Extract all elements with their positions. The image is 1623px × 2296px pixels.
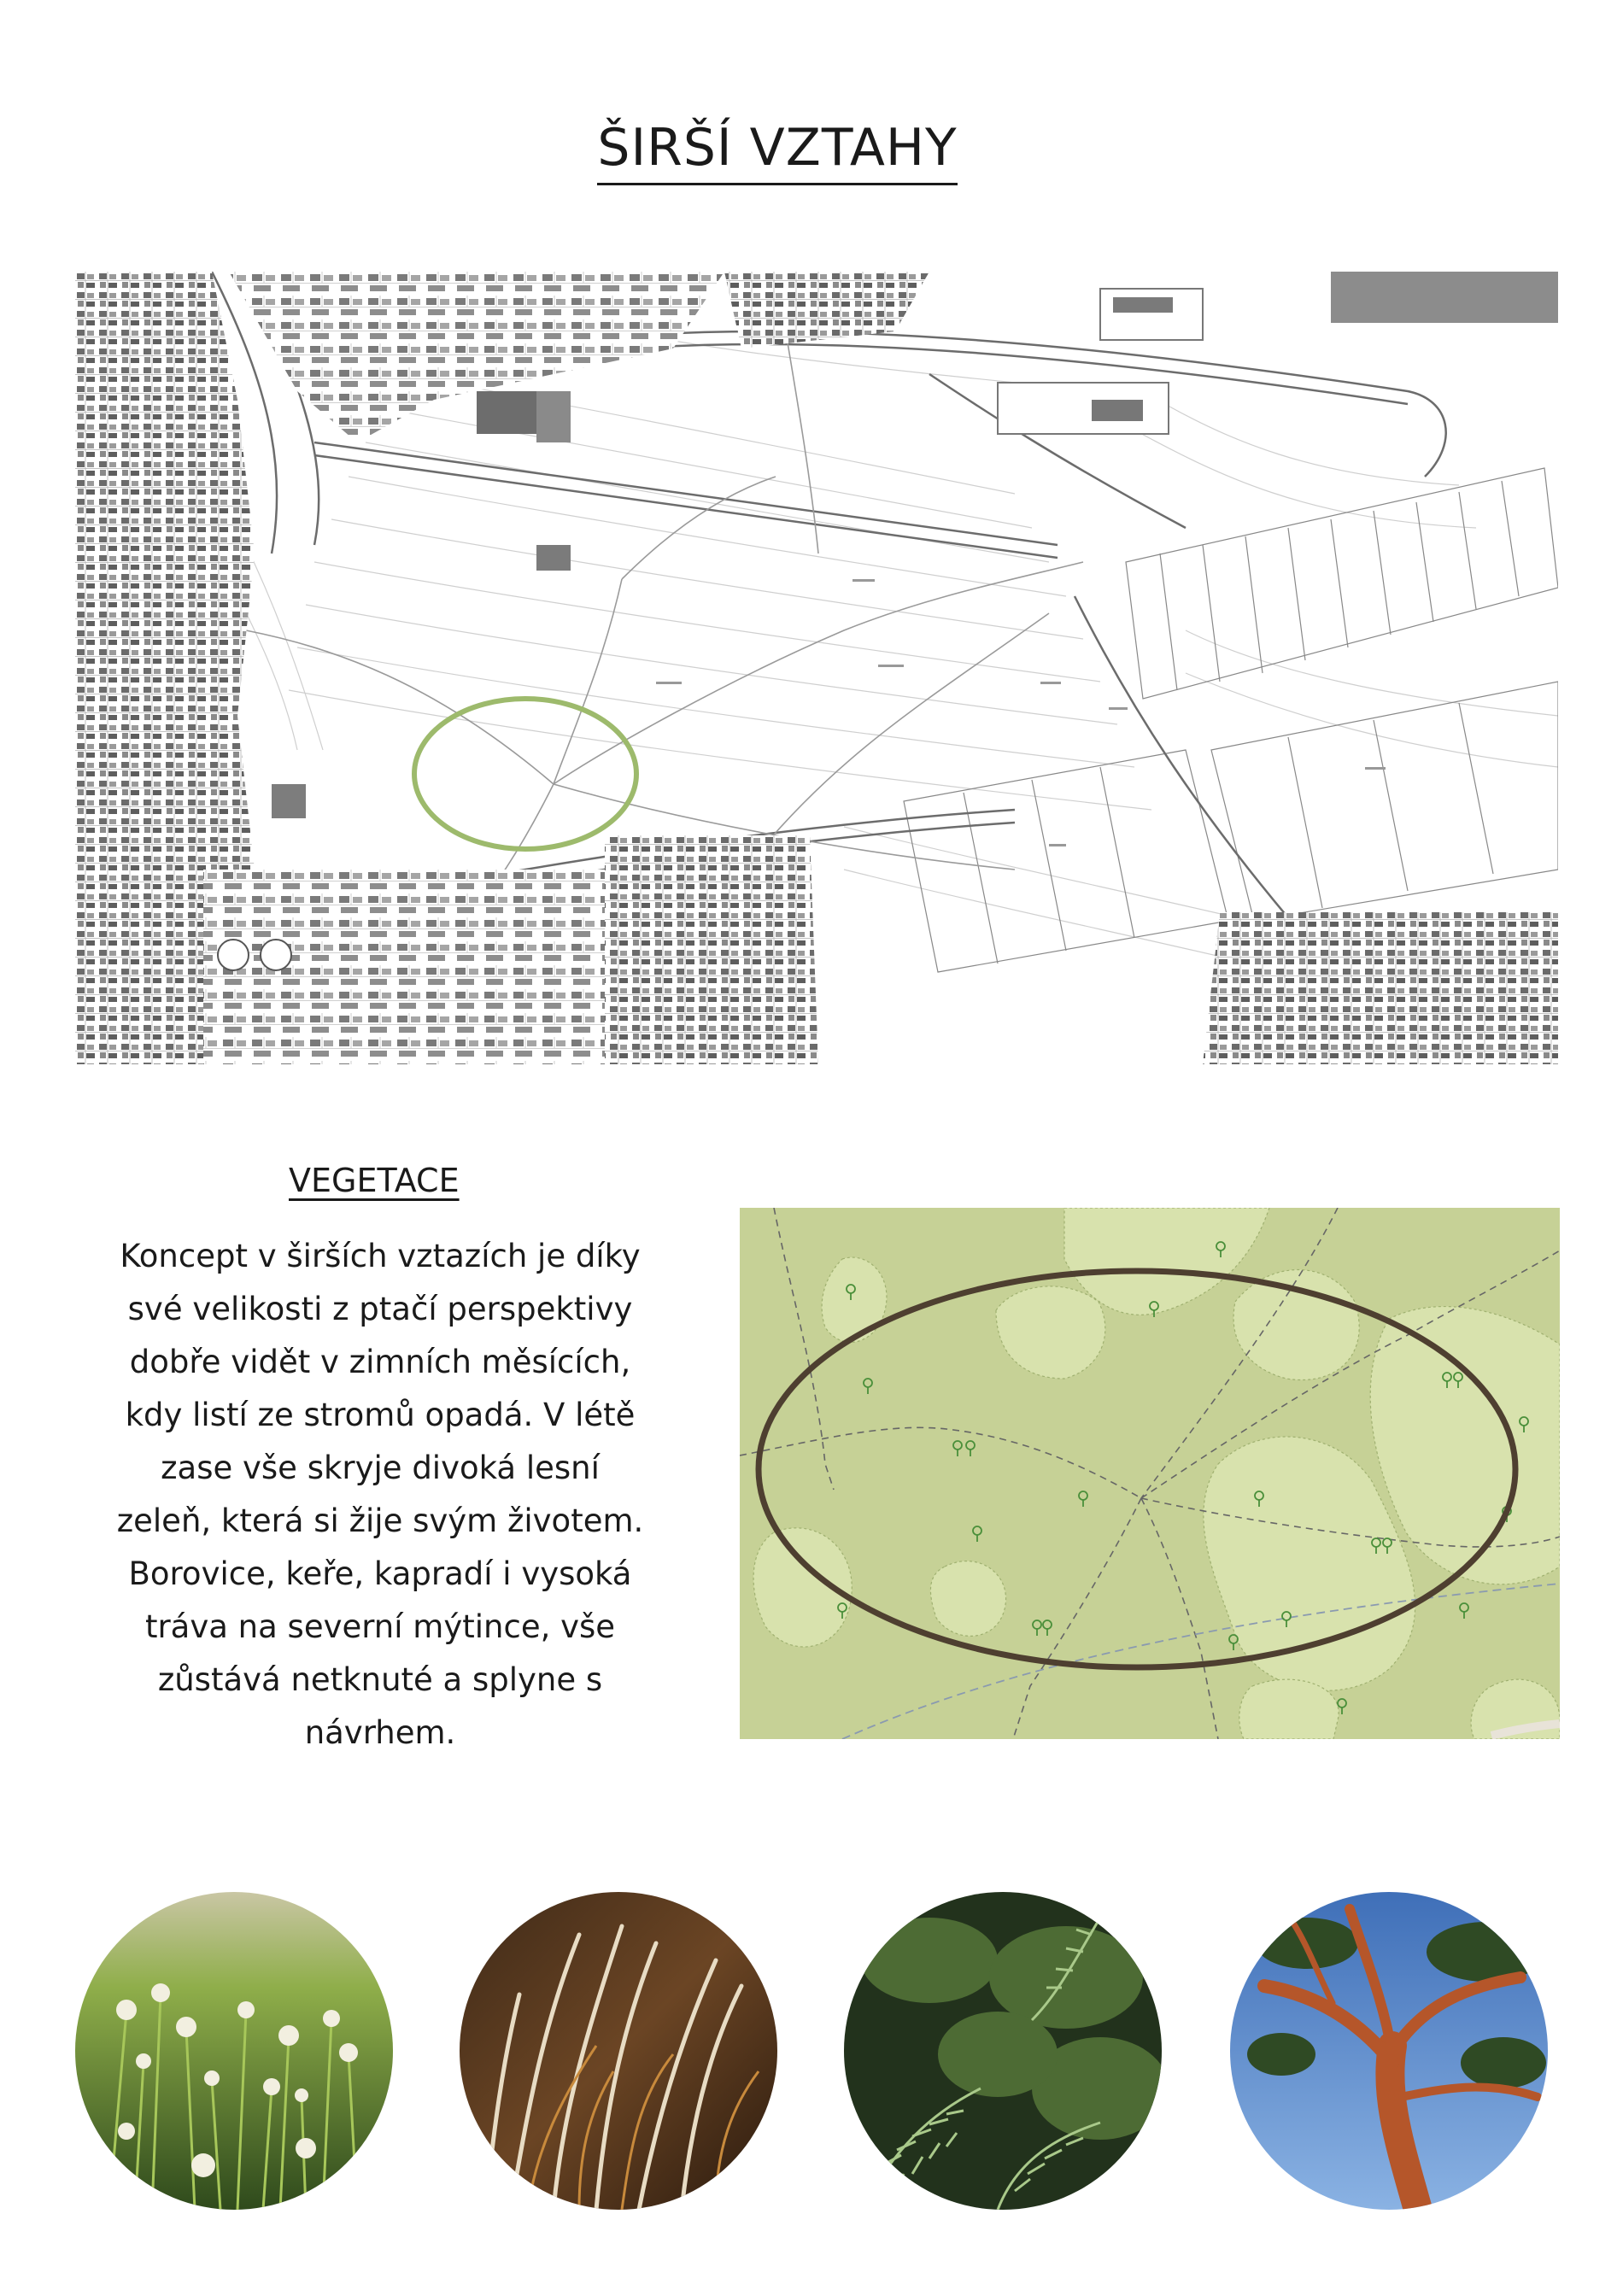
text-line: Borovice, keře, kapradí i vysoká [128, 1555, 632, 1592]
vegetation-description [85, 1230, 675, 1760]
photo-ferns [844, 1892, 1162, 2210]
vegetation-map [740, 1208, 1560, 1739]
context-map [75, 272, 1558, 1064]
text-line: zase vše skryje divoká lesní [161, 1450, 600, 1486]
section-heading: VEGETACE [289, 1162, 460, 1199]
text-line: návrhem. [304, 1714, 456, 1751]
text-line: zůstává netknuté a splyne s [157, 1661, 603, 1698]
text-line: své velikosti z ptačí perspektivy [127, 1291, 633, 1327]
photo-ornamental-grass [460, 1892, 777, 2210]
text-line: dobře vidět v zimních měsících, [129, 1344, 631, 1380]
text-line: Koncept v širších vztazích je díky [120, 1238, 641, 1274]
photo-pine-tree [1230, 1892, 1548, 2210]
page-title: ŠIRŠÍ VZTAHY [0, 118, 1555, 178]
text-line: kdy listí ze stromů opadá. V létě [125, 1397, 636, 1433]
text-line: tráva na severní mýtince, vše [144, 1608, 616, 1645]
text-line: zeleň, která si žije svým životem. [116, 1502, 644, 1539]
photo-dandelion-meadow [75, 1892, 393, 2210]
